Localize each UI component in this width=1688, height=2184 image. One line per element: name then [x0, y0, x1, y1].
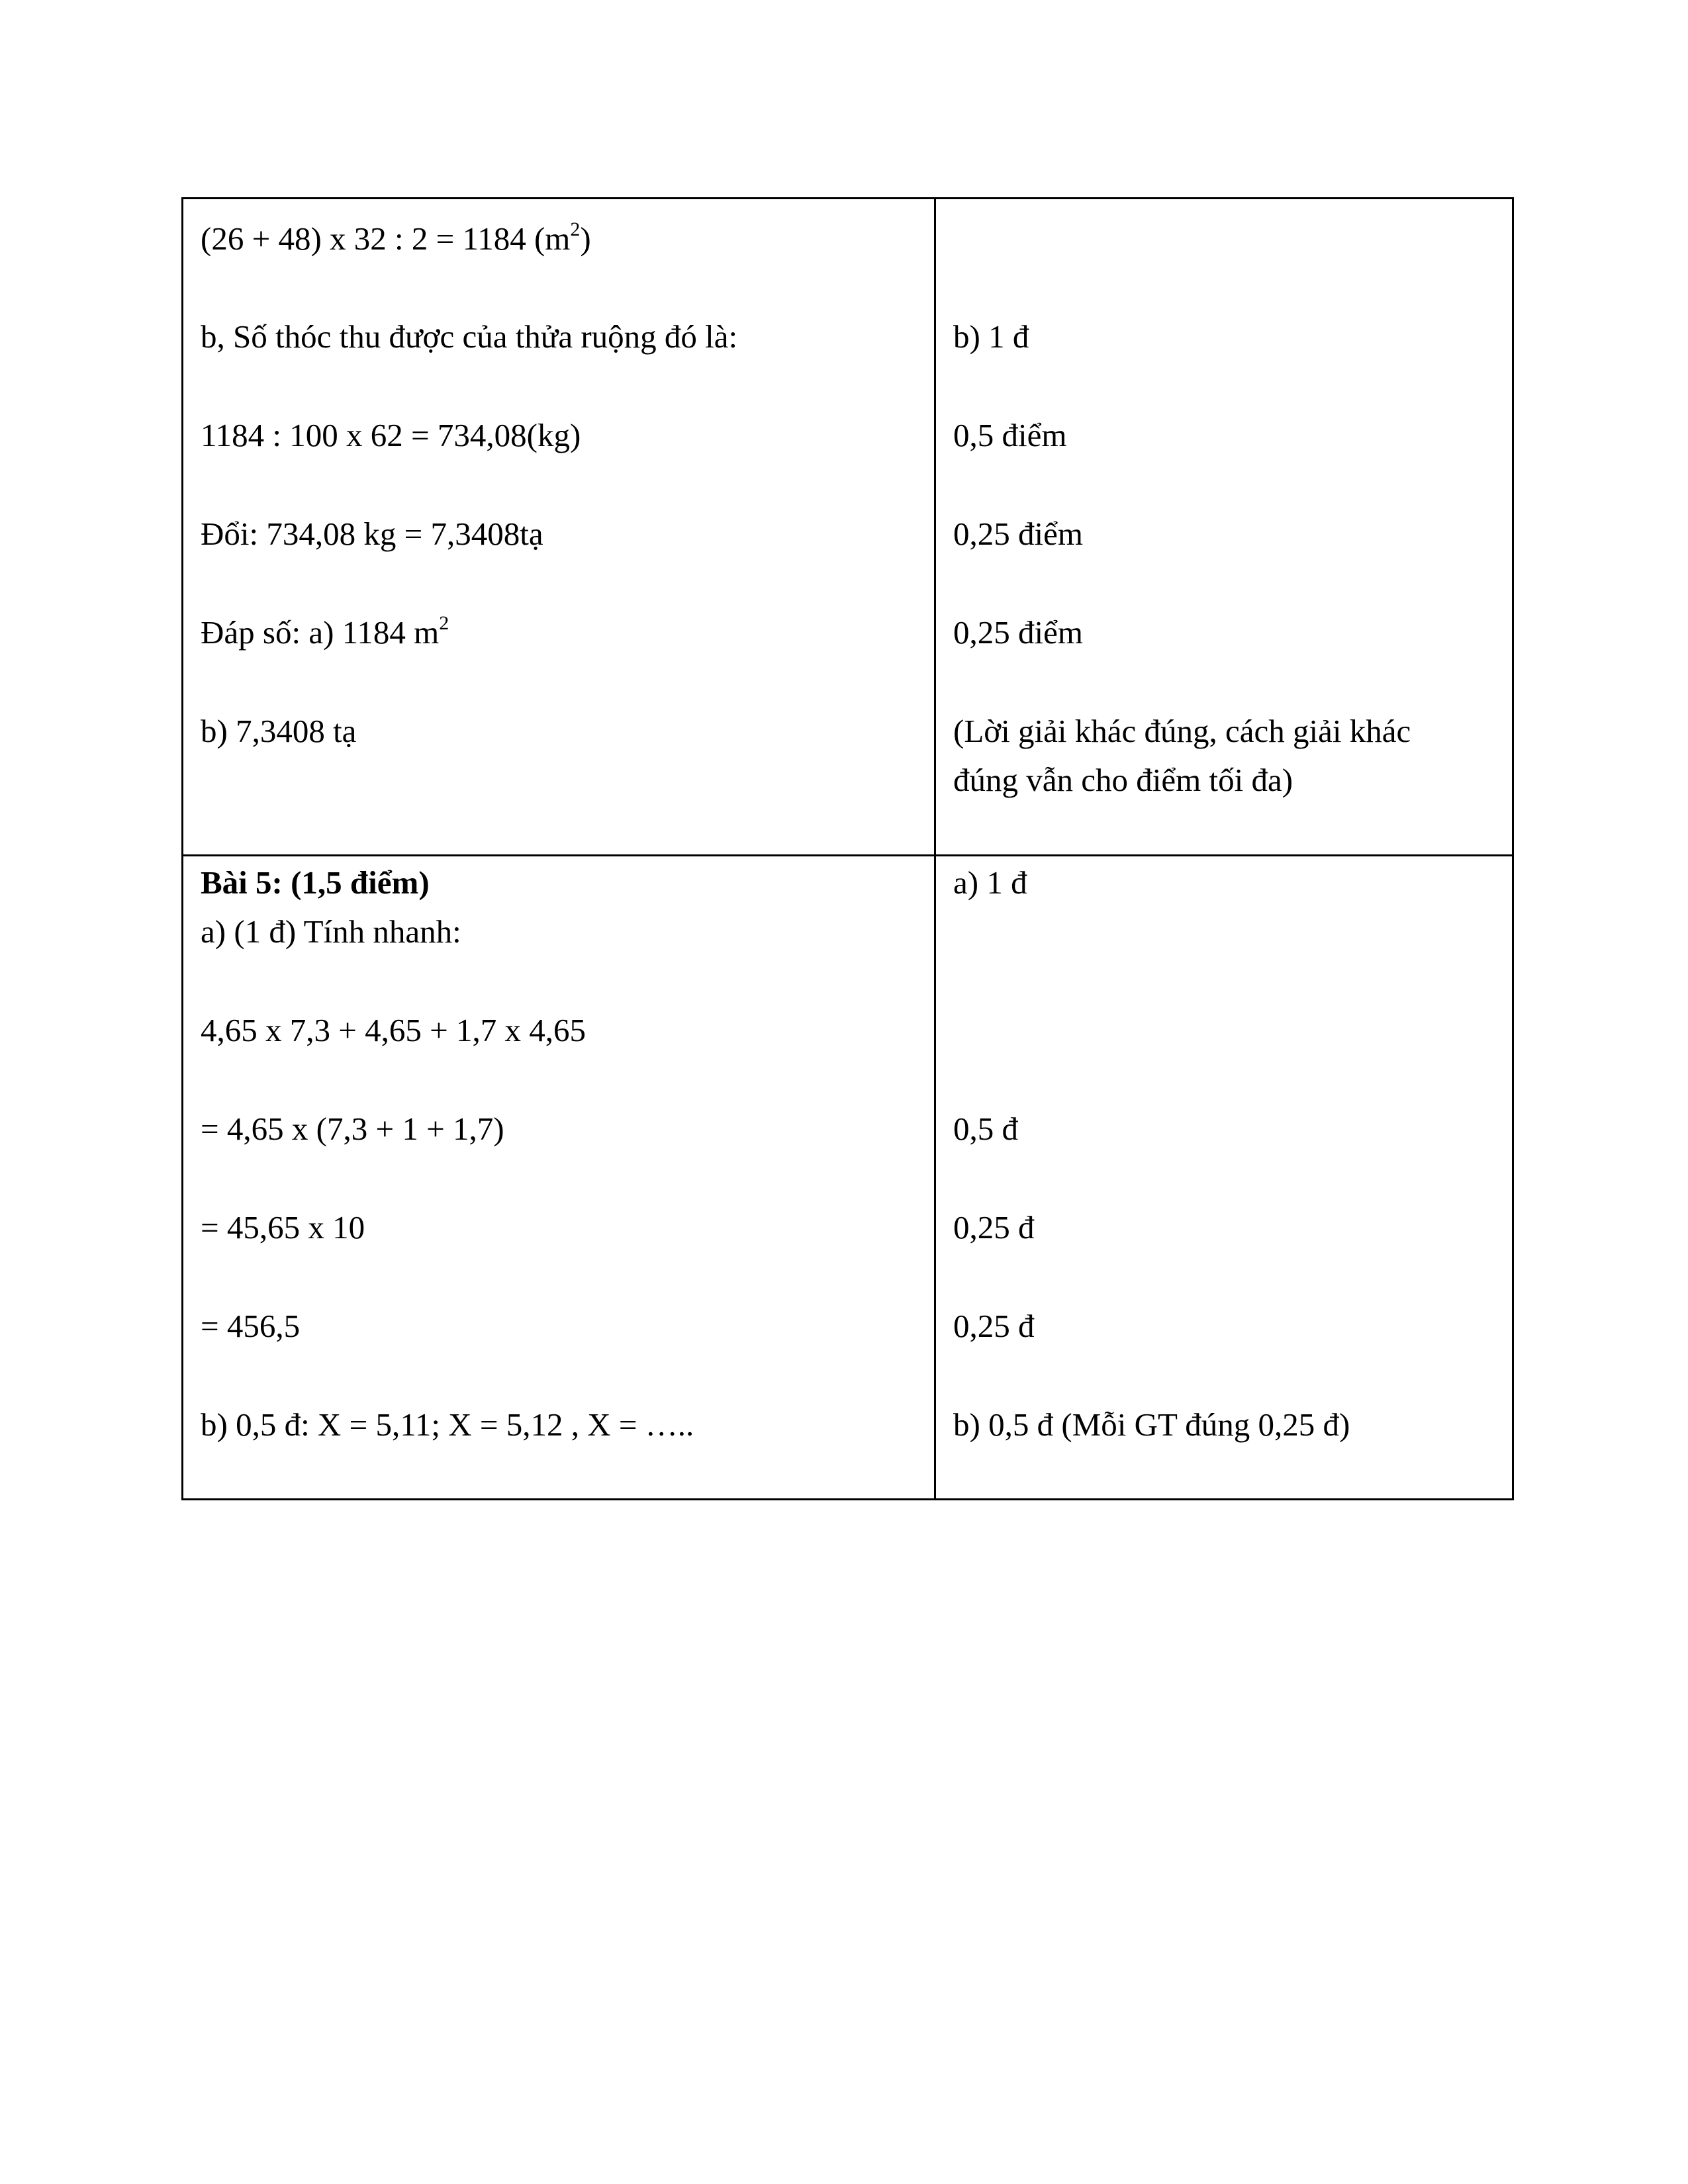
score-b: b) 1 đ — [953, 318, 1029, 355]
score-b: b) 0,5 đ (Mỗi GT đúng 0,25 đ) — [953, 1406, 1350, 1443]
rice-calculation: 1184 : 100 x 62 = 734,08(kg) — [201, 417, 581, 453]
part-a-heading: a) (1 đ) Tính nhanh: — [201, 913, 461, 950]
calc-step: = 456,5 — [201, 1308, 301, 1344]
answer-b: b) 7,3408 tạ — [201, 713, 357, 749]
calc-step: = 45,65 x 10 — [201, 1209, 365, 1246]
part-b-heading: b, Số thóc thu được của thửa ruộng đó là: — [201, 318, 738, 355]
exercise-heading: Bài 5: (1,5 điểm) — [201, 864, 430, 901]
part-b-answer: b) 0,5 đ: X = 5,11; X = 5,12 , X = ….. — [201, 1406, 694, 1443]
grading-note-line2: đúng vẫn cho điểm tối đa) — [953, 762, 1293, 798]
table-row — [183, 199, 1513, 856]
solution-cell — [183, 856, 935, 1500]
answer-key-table — [181, 197, 1514, 1500]
score-line: 0,5 đ — [953, 1111, 1018, 1147]
area-calculation: (26 + 48) x 32 : 2 = 1184 $(m^2)$ — [201, 218, 591, 257]
score-line: 0,25 đ — [953, 1209, 1035, 1246]
score-line: 0,25 đ — [953, 1308, 1035, 1344]
score-a: a) 1 đ — [953, 864, 1027, 901]
table-row — [183, 856, 1513, 1500]
answer-a: Đáp số: a) 1184 $m^2$ — [201, 612, 449, 651]
score-line: 0,25 điểm — [953, 516, 1083, 552]
score-cell — [935, 199, 1513, 856]
calc-step: = 4,65 x (7,3 + 1 + 1,7) — [201, 1111, 504, 1147]
solution-cell — [183, 199, 935, 856]
expression: 4,65 x 7,3 + 4,65 + 1,7 x 4,65 — [201, 1012, 586, 1048]
score-line: 0,5 điểm — [953, 417, 1067, 453]
score-line: 0,25 điểm — [953, 614, 1083, 651]
score-cell — [935, 856, 1513, 1500]
unit-conversion: Đổi: 734,08 kg = 7,3408tạ — [201, 516, 543, 552]
grading-note-line1: (Lời giải khác đúng, cách giải khác — [953, 713, 1411, 749]
